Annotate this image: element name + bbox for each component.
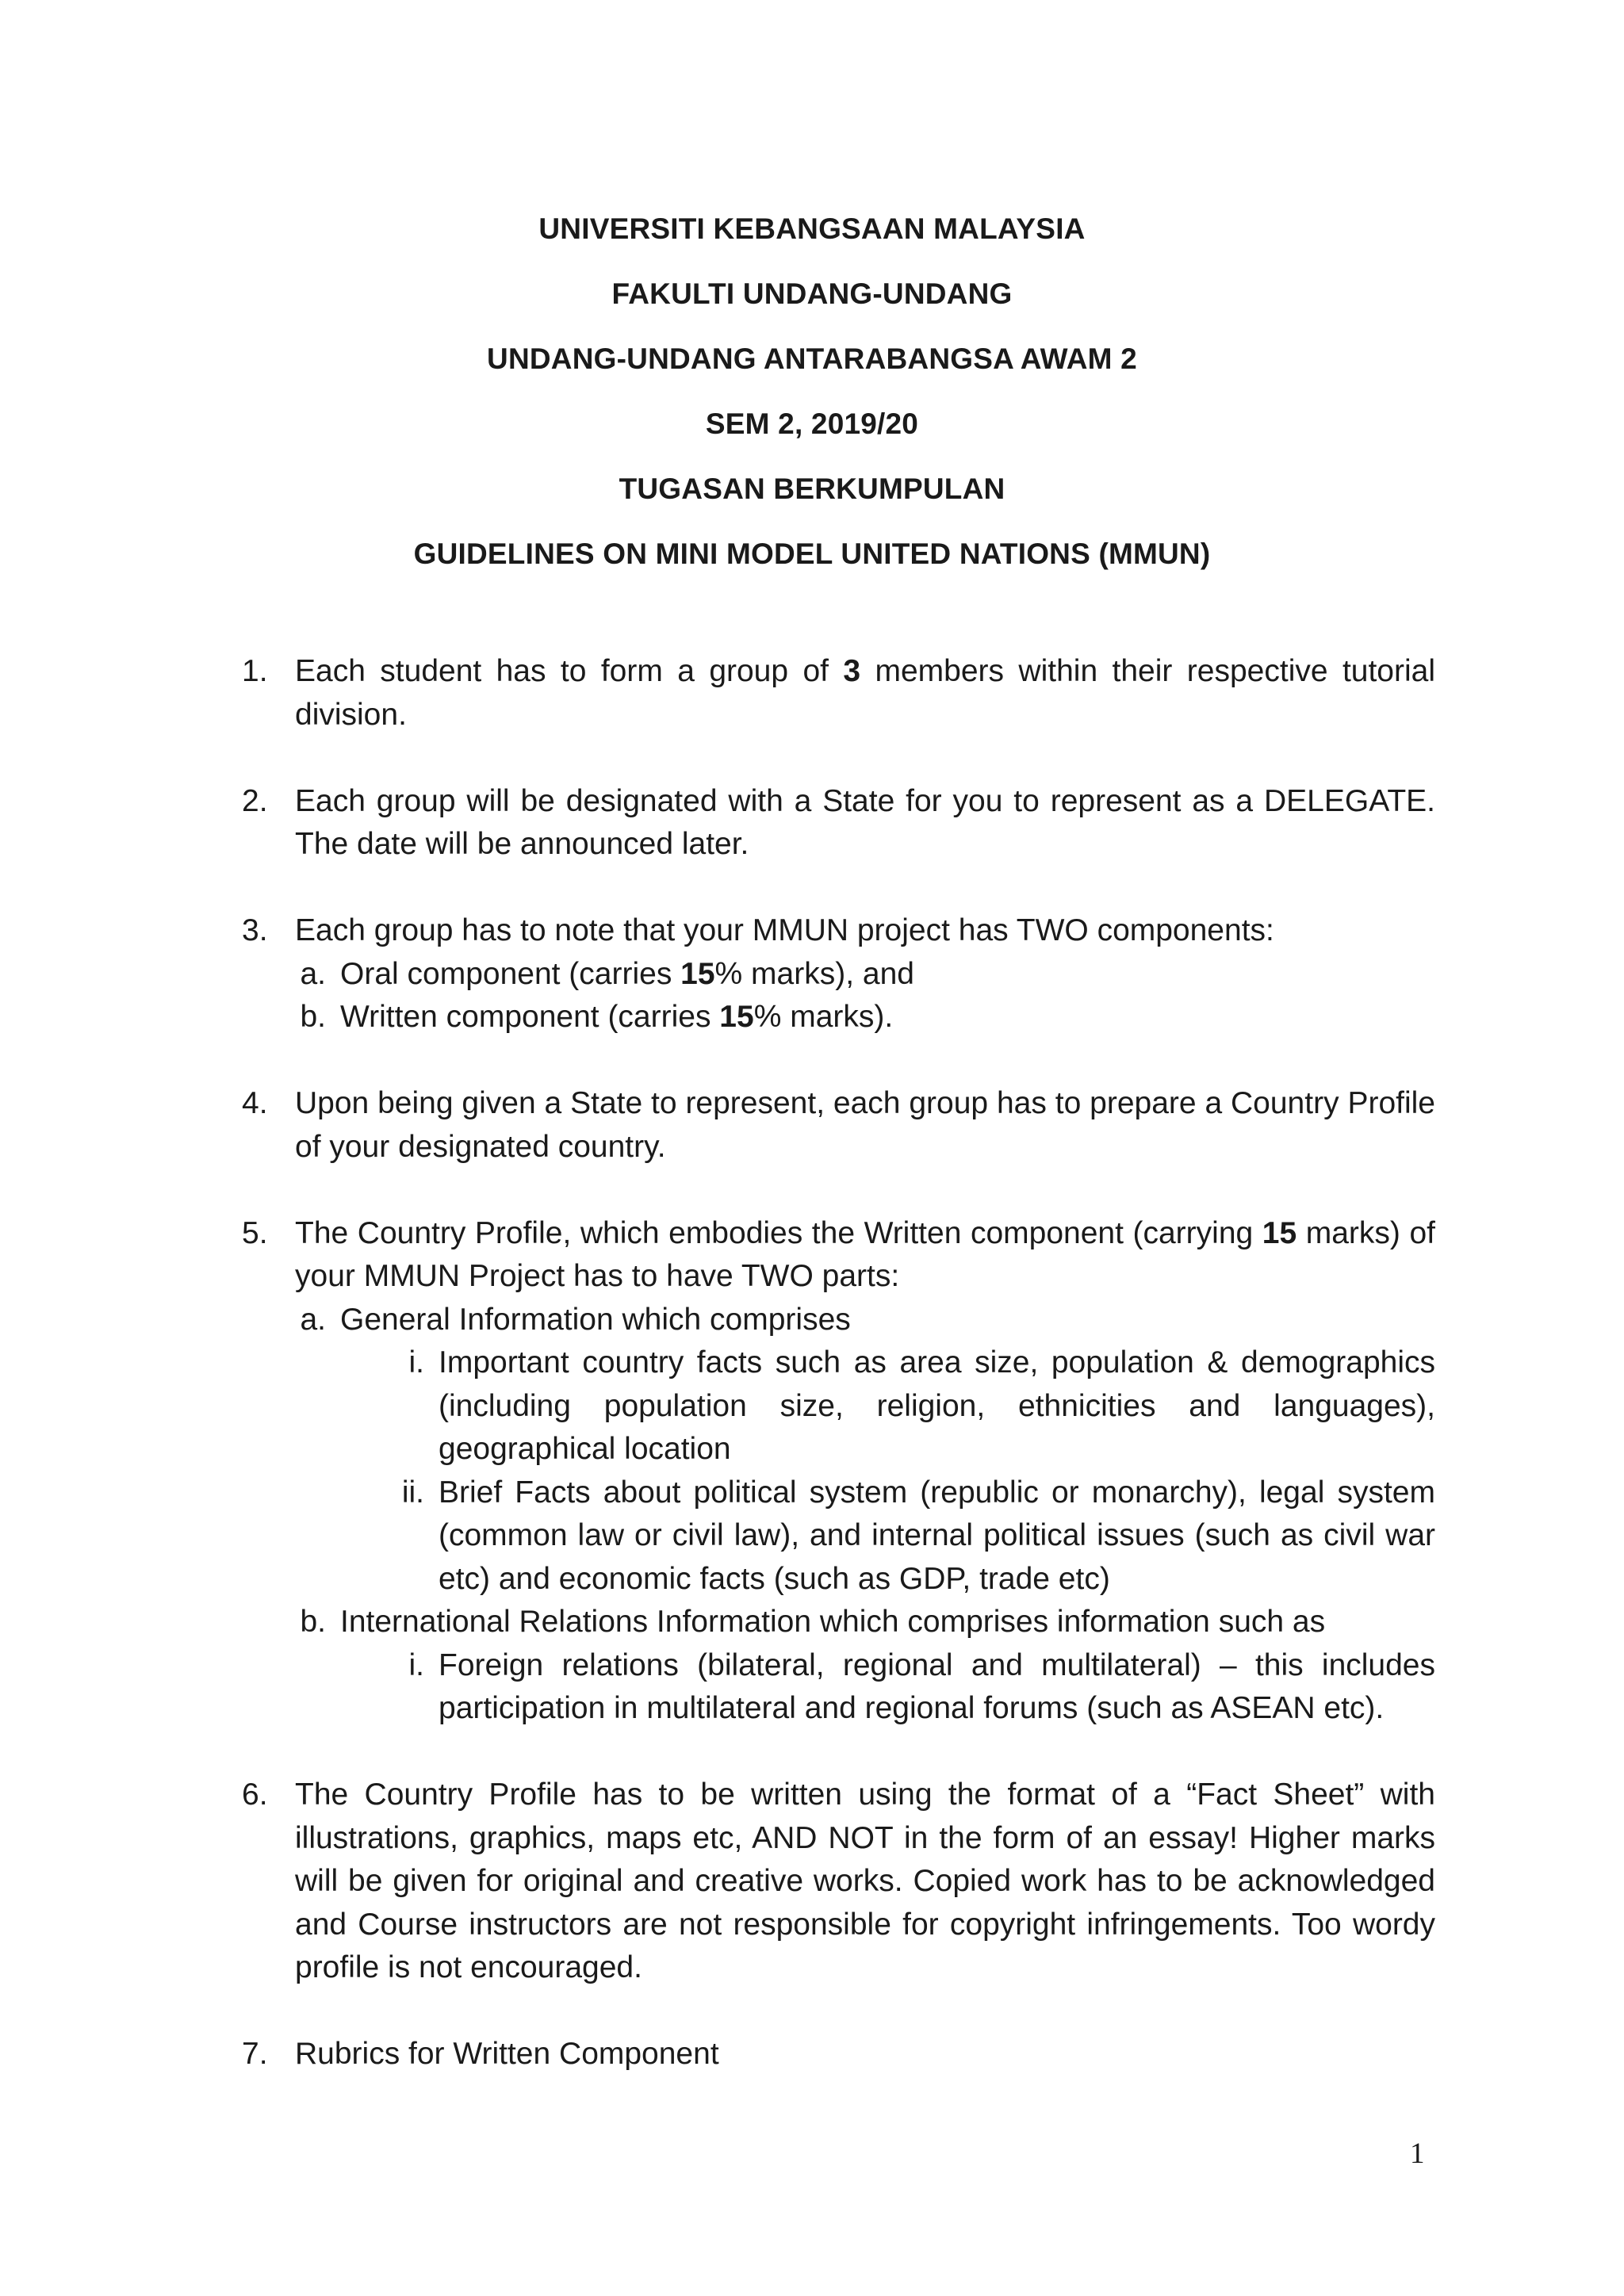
document-title: GUIDELINES ON MINI MODEL UNITED NATIONS (MMUN) — [413, 538, 1211, 570]
document-header — [0, 197, 1624, 587]
university-name: UNIVERSITI KEBANGSAAN MALAYSIA — [538, 212, 1086, 245]
list-item-1 — [242, 650, 1435, 737]
faculty-name: FAKULTI UNDANG-UNDANG — [611, 277, 1013, 310]
item-text-post: members within their respective tutorial division. — [295, 654, 1436, 732]
guidelines-list — [242, 650, 1435, 2119]
sub-sub-item-number: i. — [408, 1647, 424, 1682]
item-text-bold: 15 — [1262, 1215, 1297, 1250]
list-item-6 — [242, 1774, 1435, 1990]
item-text-pre: The Country Profile, which embodies the Written component (carrying — [295, 1215, 1262, 1250]
item-number: 3. — [242, 913, 268, 947]
item-text: The Country Profile has to be written using the format of a “Fact Sheet” with illustrations, graphics, maps etc, AND NOT in the form of an essay! Higher marks will be given for original and creative works. Copied work has to be acknowledged and Course instructors are not responsible for copyright infringements. Too wordy profile is not encouraged. — [295, 1777, 1435, 1984]
sub-item-letter: b. — [300, 1605, 326, 1639]
sub-sub-item-i — [242, 1341, 1435, 1471]
sub-item-text: International Relations Information which comprises information such as — [340, 1605, 1326, 1639]
list-item-3 — [242, 909, 1435, 1039]
sub-item-text-bold: 15 — [719, 1000, 754, 1034]
page-number: 1 — [1410, 2137, 1425, 2170]
item-number: 6. — [242, 1777, 268, 1812]
sub-item-text-post: % marks), and — [714, 956, 914, 991]
semester: SEM 2, 2019/20 — [705, 408, 919, 440]
item-text: Each group has to note that your MMUN project has TWO components: — [295, 913, 1274, 947]
sub-item-text-bold: 15 — [680, 956, 715, 991]
sub-item-letter: b. — [300, 1000, 326, 1034]
item-number: 7. — [242, 2037, 268, 2071]
sub-sub-item-ii — [242, 1471, 1435, 1601]
sub-item-letter: a. — [300, 956, 326, 991]
sub-sub-item-text: Foreign relations (bilateral, regional and multilateral) – this includes participation in multilateral and regional forums (such as ASEAN etc). — [439, 1647, 1435, 1725]
assignment-type: TUGASAN BERKUMPULAN — [619, 473, 1005, 505]
item-text-pre: Each student has to form a group of — [295, 654, 844, 688]
item-text: Rubrics for Written Component — [295, 2037, 719, 2071]
sub-item-letter: a. — [300, 1302, 326, 1337]
list-item-4 — [242, 1082, 1435, 1169]
item-text-bold: 3 — [843, 654, 861, 688]
sub-sub-item-number: ii. — [401, 1475, 424, 1510]
sub-item-b — [242, 996, 1435, 1039]
sub-item-b — [242, 1601, 1435, 1644]
item-number: 4. — [242, 1086, 268, 1120]
item-text: Each group will be designated with a State for you to represent as a DELEGATE. The date will be announced later. — [295, 783, 1435, 861]
sub-sub-item-text: Important country facts such as area size, population & demographics (including population size, religion, ethnicities and languages), geographical location — [439, 1345, 1435, 1466]
list-item-5 — [242, 1212, 1435, 1731]
sub-item-text-pre: Written component (carries — [340, 1000, 720, 1034]
sub-sub-item-i — [242, 1644, 1435, 1731]
sub-item-a — [242, 953, 1435, 997]
sub-item-text-pre: Oral component (carries — [340, 956, 681, 991]
item-number: 1. — [242, 654, 268, 688]
item-text: Upon being given a State to represent, each group has to prepare a Country Profile of your designated country. — [295, 1086, 1435, 1164]
course-name: UNDANG-UNDANG ANTARABANGSA AWAM 2 — [487, 342, 1137, 375]
sub-item-text: General Information which comprises — [340, 1302, 851, 1337]
item-text-post: marks) of your MMUN Project has to have TWO parts: — [295, 1215, 1435, 1293]
sub-sub-item-text: Brief Facts about political system (republic or monarchy), legal system (common law or civil law), and internal political issues (such as civil war etc) and economic facts (such as GDP, trade etc) — [439, 1475, 1435, 1596]
sub-item-text-post: % marks). — [753, 1000, 894, 1034]
sub-sub-item-number: i. — [408, 1345, 424, 1380]
item-number: 2. — [242, 783, 268, 818]
item-number: 5. — [242, 1215, 268, 1250]
list-item-2 — [242, 780, 1435, 867]
list-item-7 — [242, 2033, 1435, 2076]
sub-item-a — [242, 1299, 1435, 1342]
